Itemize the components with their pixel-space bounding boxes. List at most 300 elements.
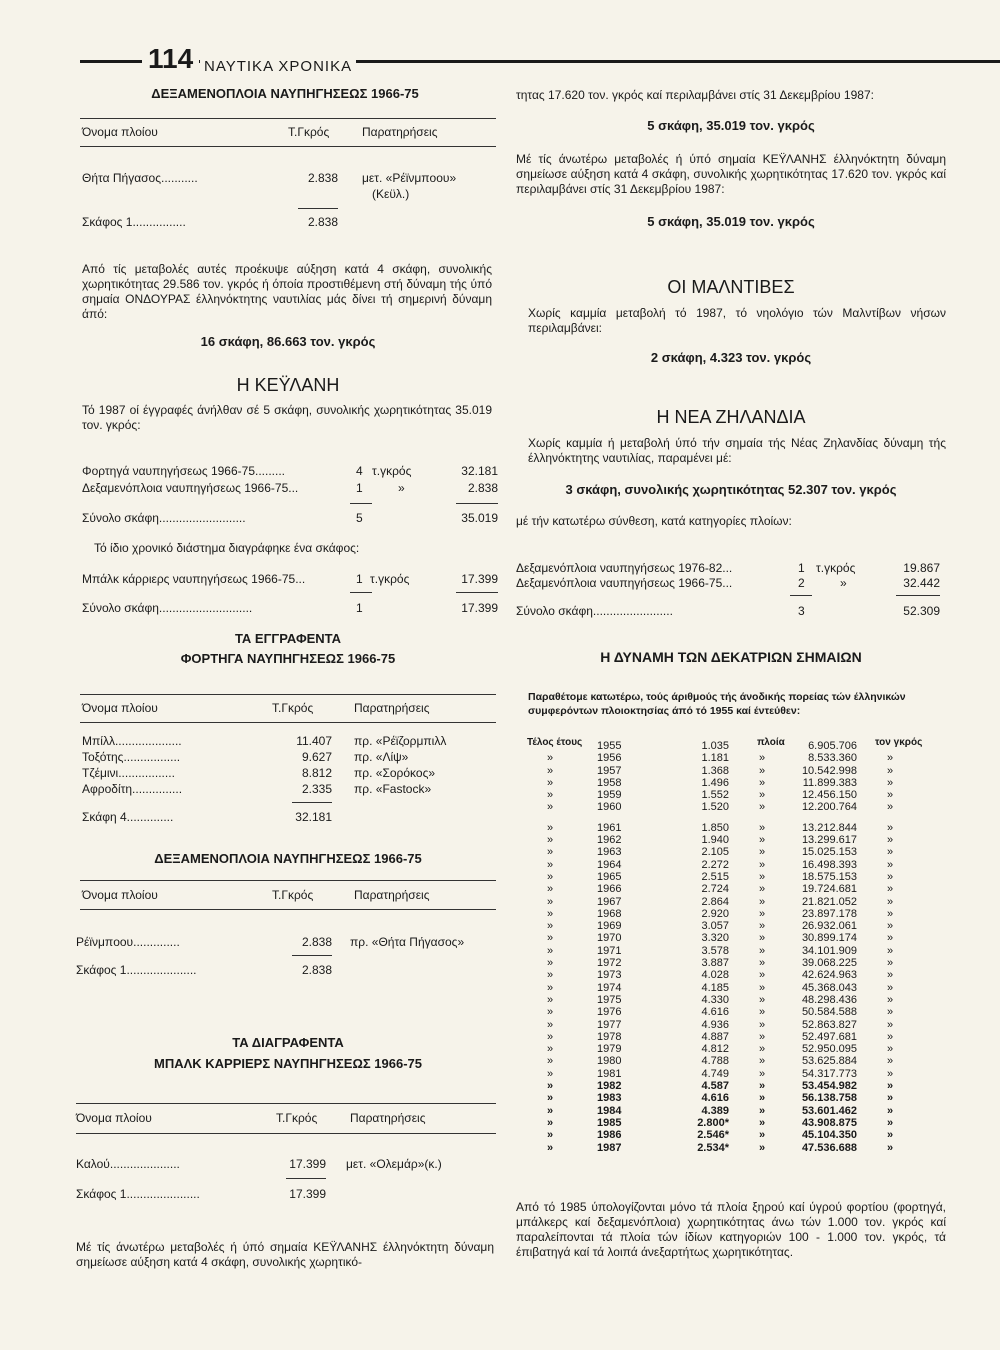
ships-cell: 4.887 — [701, 1030, 729, 1043]
tons-cell: 52.863.827 — [801, 1018, 857, 1031]
total-label: Σκάφος 1..................... — [76, 963, 197, 977]
fleet-row — [527, 957, 937, 969]
tons-cell: 48.298.436 — [801, 993, 857, 1006]
ships-cell: 2.864 — [701, 895, 729, 908]
col-header-name: Όνομα πλοίου — [82, 125, 158, 139]
ships-cell: 4.749 — [701, 1067, 729, 1080]
deletion-total-label: Σύνολο σκάφη............................ — [82, 601, 253, 615]
ditto-mark: » — [887, 993, 894, 1006]
total-grt: 2.838 — [307, 215, 338, 229]
fleet-row — [527, 871, 937, 883]
fleet-row — [527, 822, 937, 834]
ships-cell: 1.181 — [701, 752, 729, 765]
year-cell: 1964 — [597, 858, 622, 871]
ditto-mark: » — [759, 846, 766, 859]
ditto-mark: » — [887, 834, 894, 847]
fleet-footnote: Από τό 1985 ύπολογίζονται μόνο τά πλοία ξηρού καί ύγρού φορτίου (φορτηγά, μπάλκερς καί δεξαμενόπλοια) χωρητικότητας άνω τών 1.000 τον. γκρός καί παραλείπονται τά πλοία τών ίδίων κατηγοριών 100 - 1.000 τον. γκρός, τά έπιβατηγά καί τά λοιπά άνεξαρτήτως χωρητικότητας. — [516, 1200, 946, 1259]
fleet-row — [527, 789, 937, 801]
ship-grt: 8.812 — [301, 766, 332, 780]
ships-cell: 3.320 — [701, 932, 729, 945]
thirteen-flags-heading: Η ΔΥΝΑΜΗ ΤΩΝ ΔΕΚΑΤΡΙΩΝ ΣΗΜΑΙΩΝ — [600, 649, 862, 665]
year-cell: 1968 — [597, 907, 622, 920]
ship-name: Θήτα Πήγασος........... — [82, 171, 198, 185]
ceylon-summary-paragraph: Μέ τίς άνωτέρω μεταβολές ή ύπό σημαία ΚΕΫΛΑΝΗΣ έλληνόκτητη δύναμη σημείωσε αύξηση κατά 4 σκάφη, συνολικής χωρητικότητας 17.620 τον. γκρός καί περιλαμβάνει στίς 31 Δεκεμβρίου 1987: — [516, 152, 946, 196]
year-cell: 1971 — [597, 944, 622, 957]
ditto-mark: » — [759, 789, 766, 802]
ships-cell: 4.936 — [701, 1018, 729, 1031]
registered-title: ΤΑ ΕΓΓΡΑΦΕΝΤΑ — [234, 631, 342, 646]
tons-cell: 43.908.875 — [801, 1116, 857, 1129]
nz-row-value: 32.442 — [903, 576, 940, 590]
registered-subtitle: ΦΟΡΤΗΓΑ ΝΑΥΠΗΓΗΣΕΩΣ 1966-75 — [180, 651, 396, 666]
ships-cell: 3.887 — [701, 957, 729, 970]
ship-name: Τοξότης................. — [82, 750, 181, 764]
ceylon-row-unit: τ.γκρός — [372, 464, 412, 478]
year-cell: 1981 — [597, 1067, 622, 1080]
col-header-grt: Τ.Γκρός — [276, 1111, 318, 1125]
fleet-row — [527, 765, 937, 777]
ditto-mark: » — [887, 752, 894, 765]
year-cell: 1979 — [597, 1043, 622, 1056]
deleted-subtitle: ΜΠΑΛΚ ΚΑΡΡΙΕΡΣ ΝΑΥΠΗΓΗΣΕΩΣ 1966-75 — [153, 1056, 423, 1071]
ditto-mark: » — [759, 821, 766, 834]
ditto-mark: » — [547, 920, 554, 933]
ship-note: πρ. «Θήτα Πήγασος» — [350, 935, 465, 949]
ditto-mark: » — [759, 969, 766, 982]
tons-cell: 50.584.588 — [801, 1006, 857, 1019]
nz-total-label: Σύνολο σκάφη........................ — [516, 604, 673, 618]
ditto-mark: » — [759, 981, 766, 994]
deleted-title: ΤΑ ΔΙΑΓΡΑΦΕΝΤΑ — [232, 1035, 344, 1050]
ships-cell: 2.724 — [701, 883, 729, 896]
tons-cell: 47.536.688 — [801, 1141, 857, 1154]
ship-note: πρ. «Σορόκος» — [354, 766, 436, 780]
fleet-row — [527, 1006, 937, 1018]
maldives-paragraph: Χωρίς καμμία μεταβολή τό 1987, τό νηολόγιο τών Μαλντίβων νήσων περιλαμβάνει: — [528, 306, 946, 335]
maldives-total: 2 σκάφη, 4.323 τον. γκρός — [650, 350, 812, 365]
ditto-mark: » — [547, 957, 554, 970]
tons-cell: 52.497.681 — [801, 1030, 857, 1043]
fleet-row — [527, 859, 937, 871]
ditto-mark: » — [547, 1092, 554, 1105]
table-rule — [80, 722, 496, 723]
tons-cell: 34.101.909 — [801, 944, 857, 957]
fleet-row — [527, 920, 937, 932]
deletion-row-unit: τ.γκρός — [370, 572, 410, 586]
tons-cell: 16.498.393 — [801, 858, 857, 871]
fleet-row — [527, 932, 937, 944]
ship-note: πρ. «Λίψ» — [354, 750, 409, 764]
tons-cell: 13.212.844 — [801, 821, 857, 834]
year-cell: 1983 — [597, 1092, 622, 1105]
ships-cell: 4.616 — [701, 1092, 729, 1105]
nz-row-unit: τ.γκρός — [816, 561, 856, 575]
year-cell: 1967 — [597, 895, 622, 908]
tons-cell: 54.317.773 — [801, 1067, 857, 1080]
ditto-mark: » — [887, 907, 894, 920]
ceylon-total-value: 35.019 — [461, 511, 498, 525]
ditto-mark: » — [887, 776, 894, 789]
ships-cell: 1.368 — [701, 764, 729, 777]
ditto-mark: » — [547, 1018, 554, 1031]
sum-rule — [350, 503, 372, 504]
year-cell: 1975 — [597, 993, 622, 1006]
ship-grt: 17.399 — [289, 1157, 326, 1171]
ships-cell: 4.028 — [701, 969, 729, 982]
nz-paragraph: Χωρίς καμμία ή μεταβολή ύπό τήν σημαία τής Νέας Ζηλανδίας δύναμη τής έλληνόκτητης ναυτιλίας, παραμένει μέ: — [528, 436, 946, 465]
ditto-mark: » — [887, 920, 894, 933]
tons-cell: 56.138.758 — [801, 1092, 857, 1105]
nz-total-value: 52.309 — [903, 604, 940, 618]
ships-cell: 1.496 — [701, 776, 729, 789]
ships-cell: 2.534* — [697, 1141, 729, 1154]
ceylon-total-count: 5 — [356, 511, 363, 525]
honduras-total: 16 σκάφη, 86.663 τον. γκρός — [200, 334, 376, 349]
tons-cell: 53.454.982 — [801, 1080, 857, 1093]
ditto-mark: » — [887, 1006, 894, 1019]
year-cell: 1972 — [597, 957, 622, 970]
ditto-mark: » — [887, 932, 894, 945]
ditto-mark: » — [759, 895, 766, 908]
ceylon-row-value: 32.181 — [461, 464, 498, 478]
year-cell: 1969 — [597, 920, 622, 933]
nz-row-count: 2 — [798, 576, 805, 590]
ditto-mark: » — [547, 1043, 554, 1056]
ships-cell: 2.546* — [697, 1129, 729, 1142]
year-cell: 1980 — [597, 1055, 622, 1068]
tons-cell: 8.533.360 — [808, 752, 857, 765]
continued-line: τητας 17.620 τον. γκρός καί περιλαμβάνει στίς 31 Δεκεμβρίου 1987: — [516, 88, 874, 102]
ditto-mark: » — [759, 907, 766, 920]
ditto-mark: » — [759, 1080, 766, 1093]
ditto-mark: » — [759, 883, 766, 896]
ship-grt: 2.838 — [301, 935, 332, 949]
nz-row-unit: » — [840, 576, 847, 590]
ditto-mark: » — [887, 1018, 894, 1031]
magazine-title: ΝΑΥΤΙΚΑ ΧΡΟΝΙΚΑ — [200, 58, 356, 76]
ditto-mark: » — [547, 993, 554, 1006]
fleet-row — [527, 801, 937, 813]
ship-grt: 2.335 — [301, 782, 332, 796]
nz-row-count: 1 — [798, 561, 805, 575]
ships-cell: 4.389 — [701, 1104, 729, 1117]
fleet-row — [527, 1068, 937, 1080]
ships-cell: 2.920 — [701, 907, 729, 920]
deletion-row-value: 17.399 — [461, 572, 498, 586]
ditto-mark: » — [547, 801, 554, 814]
tons-cell: 12.456.150 — [801, 789, 857, 802]
col-header-notes: Παρατηρήσεις — [350, 1111, 426, 1125]
ditto-mark: » — [887, 858, 894, 871]
fleet-row — [527, 908, 937, 920]
year-cell: 1976 — [597, 1006, 622, 1019]
tons-cell: 53.601.462 — [801, 1104, 857, 1117]
ditto-mark: » — [759, 1055, 766, 1068]
year-cell: 1959 — [597, 789, 622, 802]
fleet-row — [527, 846, 937, 858]
tons-cell: 30.899.174 — [801, 932, 857, 945]
nz-heading: Η ΝΕΑ ΖΗΛΑΝΔΙΑ — [656, 407, 806, 427]
ditto-mark: » — [759, 1092, 766, 1105]
col-header-notes: Παρατηρήσεις — [354, 701, 430, 715]
ships-cell: 1.520 — [701, 801, 729, 814]
thirteen-intro: Παραθέτομε κατωτέρω, τούς άριθμούς τής άνοδικής πορείας τών έλληνικών συμφερόντων πλοιοκτησίας άπό τό 1955 καί έντεύθεν: — [528, 691, 906, 717]
ditto-mark: » — [547, 969, 554, 982]
ditto-mark: » — [547, 1080, 554, 1093]
ships-cell: 4.616 — [701, 1006, 729, 1019]
fleet-row — [527, 883, 937, 895]
ceylon-total-label: Σύνολο σκάφη.......................... — [82, 511, 246, 525]
sum-rule — [790, 595, 812, 596]
table-rule — [80, 118, 496, 119]
ceylon-row-count: 1 — [356, 481, 363, 495]
ditto-mark: » — [759, 776, 766, 789]
ditto-mark: » — [759, 1006, 766, 1019]
deletion-total-count: 1 — [356, 601, 363, 615]
year-cell: 1984 — [597, 1104, 622, 1117]
ditto-mark: » — [759, 1067, 766, 1080]
tons-cell: 21.821.052 — [801, 895, 857, 908]
ditto-mark: » — [547, 1116, 554, 1129]
ditto-mark: » — [547, 1006, 554, 1019]
fleet-row — [527, 1080, 937, 1092]
tons-cell: 52.950.095 — [801, 1043, 857, 1056]
fleet-row — [527, 945, 937, 957]
year-cell: 1961 — [597, 821, 622, 834]
ship-grt: 9.627 — [301, 750, 332, 764]
tons-cell: 26.932.061 — [801, 920, 857, 933]
year-cell: 1963 — [597, 846, 622, 859]
ships-cell: 2.105 — [701, 846, 729, 859]
ditto-mark: » — [887, 1129, 894, 1142]
fleet-row — [527, 994, 937, 1006]
table-rule — [76, 1133, 496, 1134]
ditto-mark: » — [547, 907, 554, 920]
ditto-mark: » — [547, 834, 554, 847]
ditto-mark: » — [759, 1030, 766, 1043]
sum-rule — [298, 208, 338, 209]
ditto-mark: » — [759, 944, 766, 957]
table-rule — [80, 694, 496, 695]
ditto-mark: » — [887, 969, 894, 982]
ditto-mark: » — [759, 1141, 766, 1154]
ditto-mark: » — [759, 801, 766, 814]
col-header-name: Όνομα πλοίου — [82, 701, 158, 715]
fleet-row — [527, 1117, 937, 1129]
year-cell: 1973 — [597, 969, 622, 982]
ditto-mark: » — [887, 1141, 894, 1154]
nz-total: 3 σκάφη, συνολικής χωρητικότητας 52.307 τον. γκρός — [565, 482, 897, 497]
fleet-row — [527, 1142, 937, 1154]
ceylon-row-label: Δεξαμενόπλοια ναυπηγήσεως 1966-75... — [82, 481, 299, 495]
tons-cell: 23.897.178 — [801, 907, 857, 920]
ships-cell: 2.272 — [701, 858, 729, 871]
ditto-mark: » — [759, 1043, 766, 1056]
ditto-mark: » — [887, 1067, 894, 1080]
ditto-mark: » — [759, 1116, 766, 1129]
maldives-heading: ΟΙ ΜΑΛΝΤΙΒΕΣ — [667, 277, 795, 297]
ditto-mark: » — [547, 870, 554, 883]
ditto-mark: » — [547, 821, 554, 834]
ditto-mark: » — [759, 752, 766, 765]
ship-note: πρ. «Fastock» — [354, 782, 432, 796]
ship-note: μετ. «Ολεμάρ»(κ.) — [346, 1157, 442, 1171]
fleet-row — [527, 740, 937, 752]
ships-cell: 3.578 — [701, 944, 729, 957]
ceylon-heading: Η ΚΕΫΛΑΝΗ — [236, 375, 340, 395]
year-cell: 1986 — [597, 1129, 622, 1142]
ditto-mark: » — [547, 883, 554, 896]
ditto-mark: » — [547, 858, 554, 871]
ditto-mark: » — [887, 789, 894, 802]
total-grt: 17.399 — [289, 1187, 326, 1201]
fleet-row — [527, 1092, 937, 1104]
ceylon-row-label: Φορτηγά ναυπηγήσεως 1966-75......... — [82, 464, 286, 478]
ditto-mark: » — [759, 920, 766, 933]
ceylon-row-unit: » — [398, 481, 405, 495]
ditto-mark: » — [547, 932, 554, 945]
ship-name: Μπίλλ.................... — [82, 734, 182, 748]
ditto-mark: » — [547, 895, 554, 908]
nz-row-label: Δεξαμενόπλοια ναυπηγήσεως 1966-75... — [516, 576, 733, 590]
table-rule — [76, 1103, 496, 1104]
fleet-row — [527, 896, 937, 908]
fleet-row — [527, 752, 937, 764]
deletion-total-value: 17.399 — [461, 601, 498, 615]
ship-name: Τζέμινι................. — [82, 766, 175, 780]
fleet-row — [527, 777, 937, 789]
tons-cell: 19.724.681 — [801, 883, 857, 896]
ditto-mark: » — [887, 1055, 894, 1068]
ditto-mark: » — [759, 858, 766, 871]
ditto-mark: » — [759, 932, 766, 945]
fleet-row — [527, 1031, 937, 1043]
sum-rule — [896, 595, 940, 596]
ditto-mark: » — [547, 789, 554, 802]
ditto-mark: » — [887, 870, 894, 883]
total-label: Σκάφος 1...................... — [76, 1187, 200, 1201]
ditto-mark: » — [759, 957, 766, 970]
ditto-mark: » — [759, 1129, 766, 1142]
tons-cell: 15.025.153 — [801, 846, 857, 859]
col-ships-label: πλοία — [757, 737, 785, 748]
sum-rule — [292, 955, 332, 956]
honduras-paragraph: Από τίς μεταβολές αυτές προέκυψε αύξηση κατά 4 σκάφη, συνολικής χωρητικότητας 29.586 τον. γκρός ή όποία προστιθέμενη στή δύναμη τής ύπό σημαία ΟΝΔΟΥΡΑΣ έλληνόκτητης ναυτιλίας μάς δίνει τή σημερινή δύναμη άπό: — [82, 262, 492, 321]
year-cell: 1982 — [597, 1080, 622, 1093]
ships-cell: 2.515 — [701, 870, 729, 883]
closing-paragraph: Μέ τίς άνωτέρω μεταβολές ή ύπό σημαία ΚΕΫΛΑΝΗΣ έλληνόκτητη δύναμη σημείωσε αύξηση κατά 4 σκάφη, συνολικής χωρητικό- — [76, 1240, 494, 1269]
ditto-mark: » — [547, 846, 554, 859]
fleet-row — [527, 1043, 937, 1055]
nz-composition: μέ τήν κατωτέρω σύνθεση, κατά κατηγορίες πλοίων: — [516, 514, 792, 528]
year-cell: 1958 — [597, 776, 622, 789]
tons-cell: 53.625.884 — [801, 1055, 857, 1068]
ships-cell: 4.812 — [701, 1043, 729, 1056]
ditto-mark: » — [887, 944, 894, 957]
tons-cell: 45.104.350 — [801, 1129, 857, 1142]
fleet-row — [527, 1129, 937, 1141]
fleet-row — [527, 834, 937, 846]
total-grt: 2.838 — [301, 963, 332, 977]
ships-cell: 3.057 — [701, 920, 729, 933]
ditto-mark: » — [547, 1030, 554, 1043]
ships-cell: 2.800* — [697, 1116, 729, 1129]
fleet-history-table — [527, 738, 937, 1154]
ditto-mark: » — [887, 1043, 894, 1056]
year-cell: 1960 — [597, 801, 622, 814]
ditto-mark: » — [887, 957, 894, 970]
ditto-mark: » — [759, 870, 766, 883]
col-year-end-label: Τέλος έτους — [527, 737, 583, 748]
ship-name: Αφροδίτη............... — [82, 782, 183, 796]
col-header-grt: Τ.Γκρός — [288, 125, 330, 139]
ceylon-deletion-intro: Τό ίδιο χρονικό διάστημα διαγράφηκε ένα σκάφος: — [94, 541, 360, 555]
col-header-grt: Τ.Γκρός — [272, 701, 314, 715]
year-cell: 1987 — [597, 1141, 622, 1154]
fleet-row — [527, 1019, 937, 1031]
ditto-mark: » — [547, 752, 554, 765]
fleet-row — [527, 969, 937, 981]
year-cell: 1977 — [597, 1018, 622, 1031]
ceylon-intro: Τό 1987 οί έγγραφές άνήλθαν σέ 5 σκάφη, συνολικής χωρητικότητας 35.019 τον. γκρός: — [82, 403, 492, 432]
ships-cell: 4.330 — [701, 993, 729, 1006]
ships-cell: 1.552 — [701, 789, 729, 802]
total-label: Σκάφη 4.............. — [82, 810, 174, 824]
ditto-mark: » — [887, 1080, 894, 1093]
fleet-row — [527, 1105, 937, 1117]
sum-rule — [456, 503, 498, 504]
col-header-notes: Παρατηρήσεις — [362, 125, 438, 139]
fleet-row — [527, 1055, 937, 1067]
tons-cell: 12.200.764 — [801, 801, 857, 814]
ditto-mark: » — [887, 895, 894, 908]
ditto-mark: » — [547, 944, 554, 957]
ditto-mark: » — [887, 981, 894, 994]
table-rule — [80, 880, 496, 881]
col-header-name: Όνομα πλοίου — [82, 888, 158, 902]
ditto-mark: » — [547, 981, 554, 994]
total-label: Σκάφος 1................ — [82, 215, 186, 229]
nz-row-value: 19.867 — [903, 561, 940, 575]
table-rule — [80, 909, 496, 910]
tons-cell: 11.899.383 — [802, 776, 857, 789]
ditto-mark: » — [547, 1141, 554, 1154]
deletion-row-count: 1 — [356, 572, 363, 586]
ship-grt: 2.838 — [307, 171, 338, 185]
ships-cell: 4.587 — [701, 1080, 729, 1093]
ditto-mark: » — [887, 764, 894, 777]
col-header-grt: Τ.Γκρός — [272, 888, 314, 902]
ditto-mark: » — [887, 1104, 894, 1117]
ditto-mark: » — [887, 1092, 894, 1105]
ceylon-total-2: 5 σκάφη, 35.019 τον. γκρός — [647, 214, 815, 229]
sum-rule — [350, 592, 372, 593]
ship-note: πρ. «Ρέϊζορμπιλλ — [354, 734, 447, 748]
year-cell: 1974 — [597, 981, 622, 994]
ditto-mark: » — [547, 1129, 554, 1142]
ship-note-line2: (Κεϋλ.) — [372, 187, 410, 201]
ditto-mark: » — [547, 776, 554, 789]
ditto-mark: » — [887, 1116, 894, 1129]
year-cell: 1965 — [597, 870, 622, 883]
ditto-mark: » — [547, 1067, 554, 1080]
nz-row-label: Δεξαμενόπλοια ναυπηγήσεως 1976-82... — [516, 561, 733, 575]
tons-cell: 18.575.153 — [801, 870, 857, 883]
col-header-notes: Παρατηρήσεις — [354, 888, 430, 902]
ships-cell: 1.850 — [701, 821, 729, 834]
ditto-mark: » — [887, 883, 894, 896]
ditto-mark: » — [887, 1030, 894, 1043]
